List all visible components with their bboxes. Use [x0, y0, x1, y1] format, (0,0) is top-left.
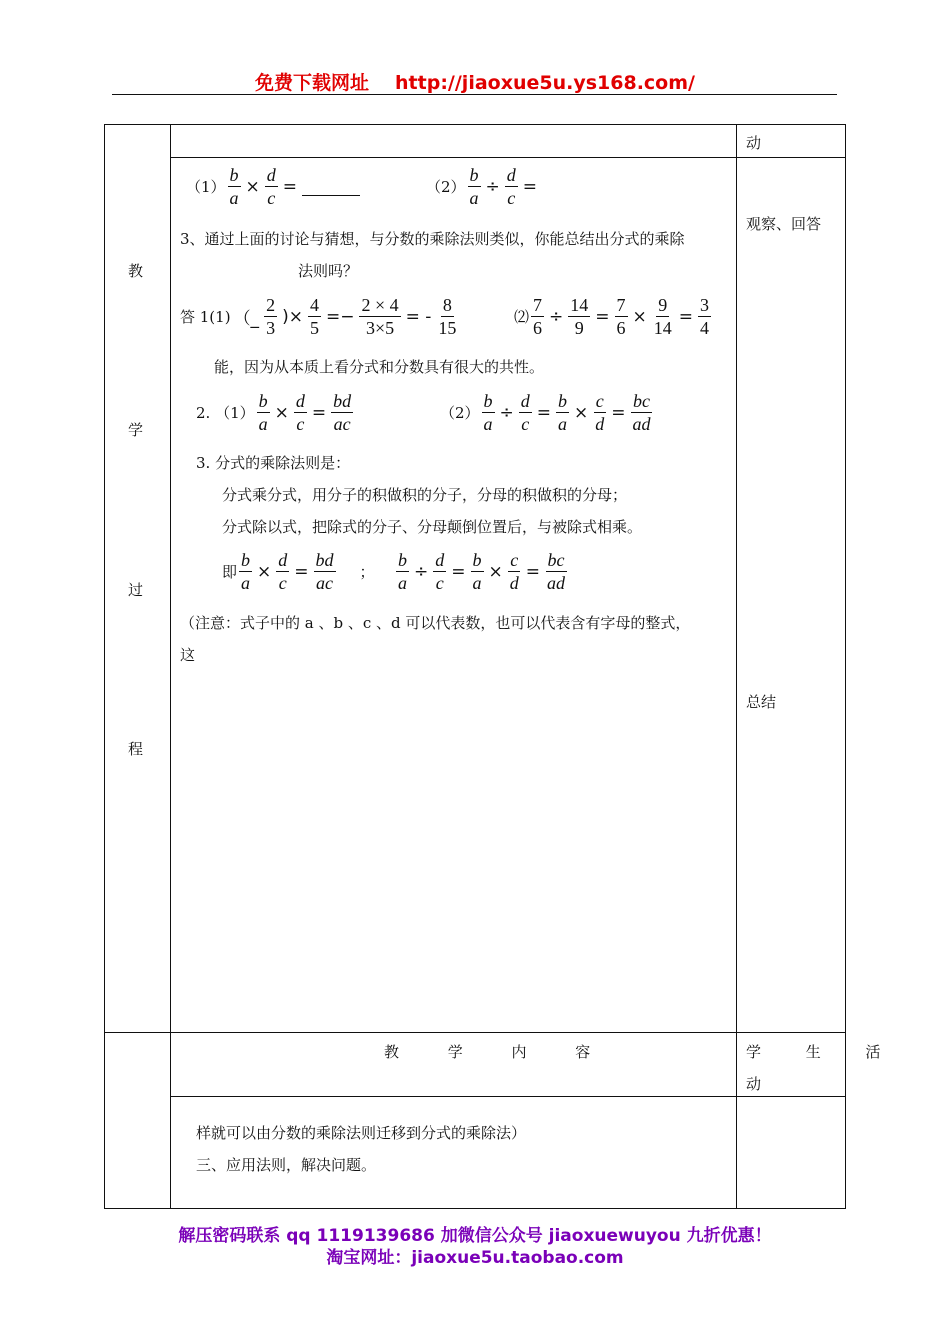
fraction: [433, 549, 446, 594]
numerator: d: [520, 391, 530, 411]
denominator: a: [398, 573, 407, 593]
note-line2: 这: [180, 646, 196, 664]
denominator: a: [258, 414, 268, 434]
fraction: [556, 390, 569, 435]
page-header: [0, 68, 950, 95]
fraction: [468, 164, 481, 209]
answer-1-1: [180, 294, 460, 339]
numerator: bc: [547, 550, 565, 570]
numerator: b: [241, 550, 251, 570]
right-col-top: 动: [746, 134, 762, 152]
numerator: b: [258, 391, 268, 411]
header-title: 免费下载网址: [255, 72, 370, 94]
ans2-label: ⑵: [514, 308, 530, 326]
denominator: c: [435, 573, 444, 593]
equals-sign: =: [536, 402, 552, 423]
times-sign: ×: [488, 561, 503, 582]
fraction: [508, 549, 521, 594]
rule-formula-multiply: [222, 549, 375, 594]
divide-sign: ÷: [499, 402, 514, 423]
equals-sign: =: [611, 402, 626, 423]
denominator: c: [278, 573, 287, 593]
close-paren-times: )×: [282, 306, 303, 327]
fraction: [471, 549, 484, 594]
fraction: [228, 164, 241, 209]
denominator: ad: [632, 414, 651, 434]
table-col-divider-2: [736, 124, 737, 1209]
numerator: c: [510, 550, 519, 570]
denominator: a: [483, 414, 493, 434]
answer-blank: [302, 177, 360, 196]
question-1: [186, 164, 360, 209]
numerator: b: [469, 165, 479, 185]
fraction: [436, 294, 458, 339]
fraction: [631, 390, 653, 435]
fraction: [359, 294, 400, 339]
table1-row-divider: [170, 157, 846, 158]
answer-2-2: [440, 390, 655, 435]
fraction: [545, 549, 567, 594]
fraction: [276, 549, 289, 594]
times-sign: ×: [245, 176, 260, 197]
a2-label: 2. （1）: [196, 404, 255, 422]
fraction: [239, 549, 252, 594]
numerator: 2: [266, 295, 276, 315]
fraction: [257, 390, 270, 435]
fraction: [264, 294, 277, 339]
fraction: [652, 294, 674, 339]
numerator: b: [558, 391, 568, 411]
a2b-label: （2）: [440, 404, 480, 422]
numerator: bc: [633, 391, 651, 411]
times-sign: ×: [274, 402, 289, 423]
numerator: d: [266, 165, 276, 185]
question-2: [426, 164, 540, 209]
divide-sign: ÷: [414, 561, 429, 582]
rule-multiply: 分式乘分式，用分子的积做积的分子，分母的积做积的分母；: [222, 486, 628, 504]
equals-sign: =: [311, 402, 327, 423]
denominator: 14: [653, 318, 672, 338]
fraction: [568, 294, 590, 339]
numerator: b: [398, 550, 407, 570]
denominator: c: [507, 188, 516, 208]
denominator: 6: [533, 318, 543, 338]
equals-sign: =: [522, 176, 538, 197]
denominator: c: [521, 414, 530, 434]
numerator: d: [506, 165, 516, 185]
denominator: d: [595, 414, 605, 434]
denominator: 6: [616, 318, 626, 338]
q3-line2: 法则吗？: [298, 262, 359, 280]
ans-label: 答 1(1): [180, 308, 231, 326]
denominator: ad: [547, 573, 565, 593]
a3-title: 3. 分式的乘除法则是：: [196, 454, 351, 472]
table1-bottom-border: [104, 1032, 846, 1033]
footer-line1: 解压密码联系 qq 1119139686 加微信公众号 jiaoxuewuyou 九折优惠！: [178, 1226, 772, 1246]
table-left-border: [104, 124, 105, 1209]
table2-bottom-border: [104, 1208, 846, 1209]
equals-minus: = -: [405, 306, 432, 327]
numerator: d: [278, 550, 288, 570]
fraction: [531, 294, 544, 339]
times-sign: ×: [257, 561, 272, 582]
times-sign: ×: [632, 306, 647, 327]
numerator: b: [483, 391, 493, 411]
denominator: a: [241, 573, 251, 593]
fraction: [615, 294, 628, 339]
numerator: 2 × 4: [361, 295, 399, 315]
right-col-summary: 总结: [746, 693, 777, 711]
times-sign: ×: [574, 402, 589, 423]
equals-sign: =: [595, 306, 610, 327]
fraction: [505, 164, 518, 209]
denominator: a: [558, 414, 568, 434]
equals-sign: =: [294, 561, 309, 582]
denominator: c: [296, 414, 305, 434]
table2-header-activity-2: 动: [746, 1075, 762, 1093]
denominator: 3×5: [365, 318, 395, 338]
fraction: [519, 390, 532, 435]
divide-sign: ÷: [485, 176, 500, 197]
q3-line1: 3、通过上面的讨论与猜想，与分数的乘除法则类似，你能总结出分式的乘除: [180, 230, 685, 248]
fraction: [331, 390, 353, 435]
semicolon: ；: [359, 563, 375, 581]
numerator: 9: [658, 295, 668, 315]
q1-label: （1）: [186, 178, 226, 196]
table2-header-divider: [170, 1096, 846, 1097]
denominator: 9: [574, 318, 584, 338]
divide-sign: ÷: [549, 306, 564, 327]
open-paren: （_: [233, 309, 260, 329]
denominator: 4: [700, 318, 710, 338]
fraction: [294, 390, 307, 435]
numerator: 7: [616, 295, 626, 315]
fraction: [593, 390, 606, 435]
fraction: [396, 549, 409, 594]
numerator: 7: [533, 295, 543, 315]
denominator: 5: [309, 318, 319, 338]
fraction: [265, 164, 278, 209]
table2-line2: 三、应用法则，解决问题。: [196, 1156, 377, 1174]
denominator: a: [229, 188, 239, 208]
numerator: bd: [333, 391, 352, 411]
fraction: [308, 294, 321, 339]
numerator: bd: [315, 550, 334, 570]
denominator: a: [472, 573, 482, 593]
equals-minus: =−: [325, 306, 355, 327]
equals-sign: =: [282, 176, 298, 197]
rule-formula-divide: [394, 549, 569, 594]
side-label-guo: 过: [128, 581, 144, 599]
side-label-cheng: 程: [128, 740, 144, 758]
side-label-jiao: 教: [128, 262, 144, 280]
equals-sign: =: [678, 306, 694, 327]
rule-divide: 分式除以式，把除式的分子、分母颠倒位置后，与被除式相乘。: [222, 518, 643, 536]
numerator: d: [295, 391, 305, 411]
table-col-divider-1: [170, 124, 171, 1209]
fraction: [314, 549, 336, 594]
side-label-xue: 学: [128, 421, 144, 439]
denominator: 3: [266, 318, 276, 338]
numerator: c: [595, 391, 604, 411]
denominator: c: [267, 188, 276, 208]
fraction: [482, 390, 495, 435]
answer-2-1: [196, 390, 355, 435]
ji-label: 即: [222, 563, 238, 581]
answer-1-2: [514, 294, 713, 339]
numerator: b: [472, 550, 482, 570]
numerator: b: [229, 165, 239, 185]
numerator: 4: [309, 295, 319, 315]
equals-sign: =: [525, 561, 540, 582]
numerator: 8: [442, 295, 452, 315]
header-url[interactable]: http://jiaoxue5u.ys168.com/: [395, 72, 695, 94]
table2-header-activity-1: 学 生 活: [746, 1043, 901, 1061]
denominator: 15: [438, 318, 457, 338]
footer-line2[interactable]: 淘宝网址：jiaoxue5u.taobao.com: [326, 1248, 624, 1268]
numerator: d: [435, 550, 445, 570]
denominator: ac: [316, 573, 334, 593]
note-line1: （注意：式子中的 a 、b 、c 、d 可以代表数，也可以代表含有字母的整式，: [180, 614, 691, 632]
denominator: ac: [333, 414, 351, 434]
table2-header-content: 教 学 内 容: [384, 1043, 613, 1061]
right-col-observe: 观察、回答: [746, 215, 822, 233]
equals-sign: =: [451, 561, 466, 582]
fraction: [698, 294, 711, 339]
numerator: 3: [700, 295, 710, 315]
table2-line1: 样就可以由分数的乘除法则迁移到分式的乘除法）: [196, 1124, 527, 1142]
denominator: a: [469, 188, 479, 208]
can-line: 能，因为从本质上看分式和分数具有很大的共性。: [214, 358, 545, 376]
q2-label: （2）: [426, 178, 466, 196]
header-rule: [112, 94, 837, 95]
table1-top-border: [104, 124, 846, 125]
denominator: d: [509, 573, 519, 593]
numerator: 14: [570, 295, 589, 315]
